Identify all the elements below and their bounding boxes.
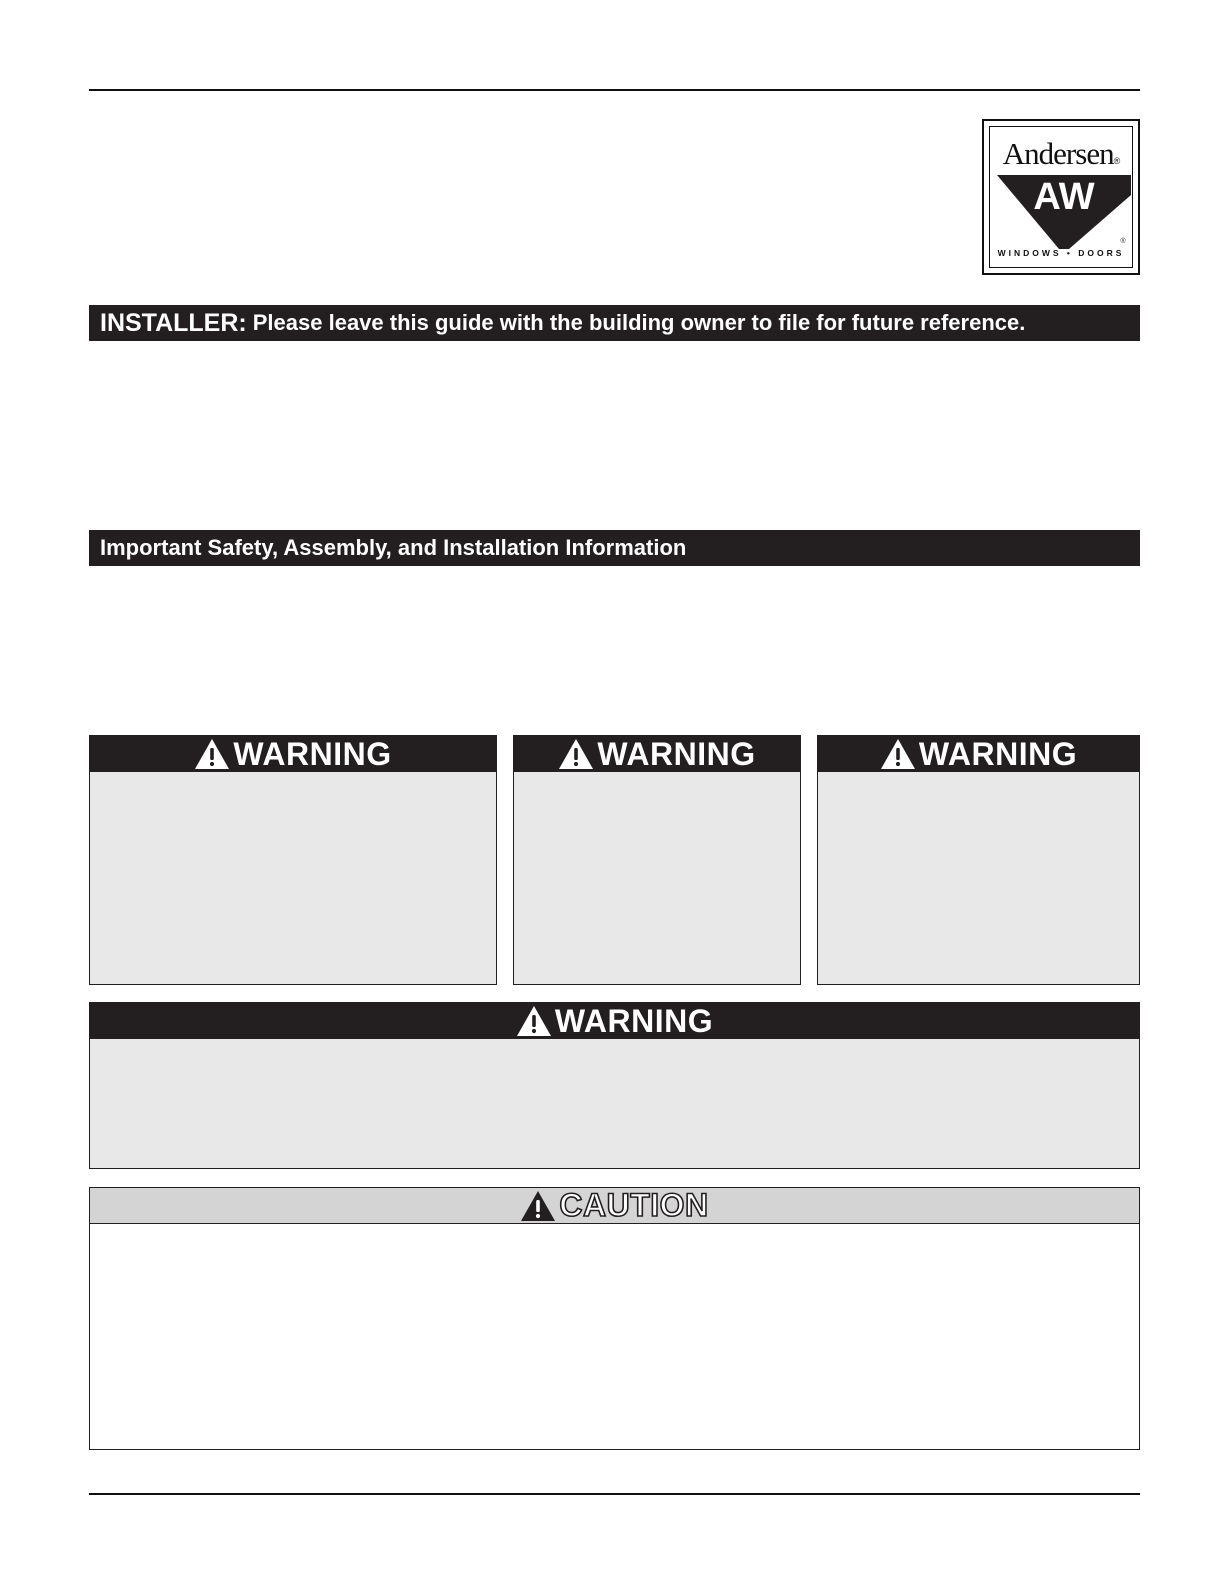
warning-label: WARNING	[233, 735, 392, 772]
logo-aw-text: AW	[1033, 176, 1095, 218]
safety-section-header	[89, 530, 1140, 566]
alert-triangle-icon	[194, 738, 230, 770]
warning-header	[90, 1003, 1139, 1039]
caution-box	[89, 1187, 1140, 1450]
top-rule	[89, 89, 1140, 91]
caution-label: CAUTION	[559, 1187, 709, 1223]
installer-banner	[89, 305, 1140, 341]
warning-label: WARNING	[918, 735, 1078, 772]
warning-header	[818, 736, 1139, 772]
svg-text:®: ®	[1120, 238, 1126, 245]
andersen-logo	[982, 119, 1140, 275]
alert-triangle-icon	[516, 1005, 552, 1037]
warning-header	[514, 736, 800, 772]
warning-box-1	[89, 735, 497, 985]
warning-box-4	[89, 1002, 1140, 1169]
warning-box-2	[513, 735, 801, 985]
warning-label: WARNING	[597, 735, 756, 772]
warning-header	[90, 736, 496, 772]
aw-mark-icon	[997, 175, 1131, 249]
alert-triangle-icon	[520, 1190, 556, 1222]
alert-triangle-icon	[558, 738, 594, 770]
installer-text: Please leave this guide with the building owner to file for future reference.	[252, 310, 1026, 335]
safety-section-title: Important Safety, Assembly, and Installation Information	[100, 535, 687, 560]
installer-label: INSTALLER:	[100, 308, 247, 337]
logo-wordmark: Andersen®	[1002, 136, 1120, 171]
bottom-rule	[89, 1493, 1140, 1495]
caution-header	[90, 1188, 1139, 1224]
alert-triangle-icon	[880, 738, 916, 770]
logo-frame	[989, 126, 1133, 268]
logo-tagline: WINDOWS • DOORS	[997, 248, 1125, 258]
warning-box-3	[817, 735, 1140, 985]
warning-label: WARNING	[554, 1002, 714, 1039]
